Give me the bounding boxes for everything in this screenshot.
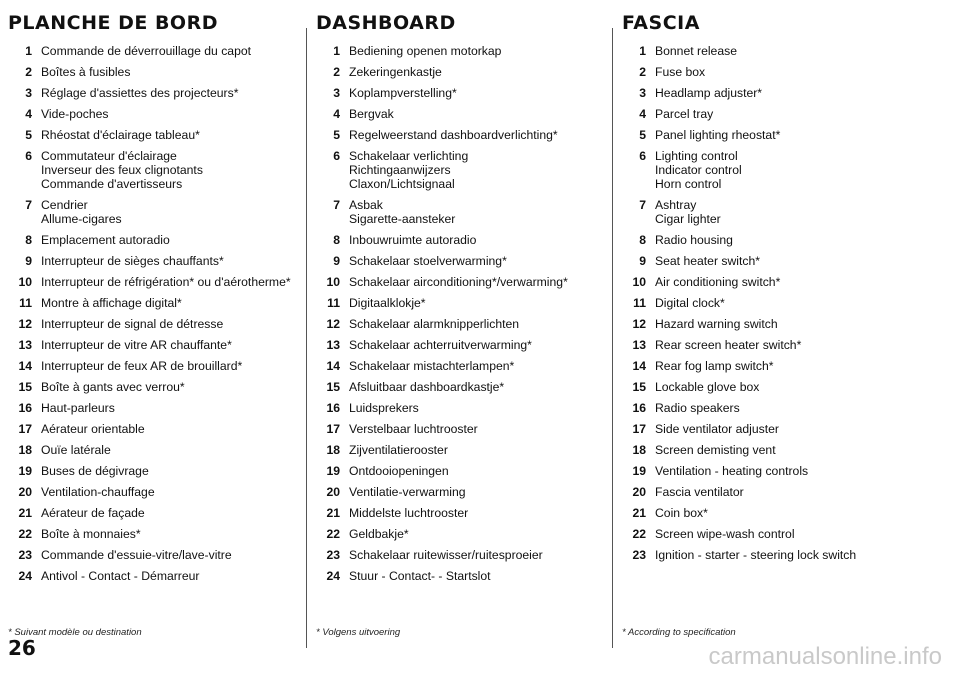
- list-item: [8, 317, 298, 331]
- item-list-dutch: [316, 44, 606, 583]
- column-divider: [306, 28, 307, 648]
- item-label: Radio speakers: [655, 401, 740, 415]
- item-number: 21: [632, 506, 646, 520]
- item-number: 16: [632, 401, 646, 415]
- item-label: Bonnet release: [655, 44, 737, 58]
- list-item: [8, 464, 298, 478]
- item-label: Schakelaar achterruitverwarming*: [349, 338, 532, 352]
- list-item: [8, 506, 298, 520]
- item-label: Koplampverstelling*: [349, 86, 457, 100]
- item-label: Réglage d'assiettes des projecteurs*: [41, 86, 239, 100]
- list-item: [8, 401, 298, 415]
- item-label: Lockable glove box: [655, 380, 760, 394]
- item-number: 23: [326, 548, 340, 562]
- item-list-english: [622, 44, 922, 562]
- list-item: [8, 198, 298, 226]
- item-number: 12: [326, 317, 340, 331]
- column-french: [8, 12, 298, 590]
- item-number: 13: [326, 338, 340, 352]
- item-list-french: [8, 44, 298, 583]
- section-title-english: FASCIA: [622, 12, 700, 34]
- list-item: [622, 107, 922, 121]
- item-number: 16: [326, 401, 340, 415]
- item-label: Ignition - starter - steering lock switch: [655, 548, 857, 562]
- list-item: [316, 548, 606, 562]
- list-item: [316, 317, 606, 331]
- item-label: Schakelaar ruitewisser/ruitesproeier: [349, 548, 543, 562]
- item-number: 21: [18, 506, 32, 520]
- item-label: Interrupteur de réfrigération* ou d'aérotherme*: [41, 275, 291, 289]
- list-item: [622, 149, 922, 191]
- list-item: [316, 401, 606, 415]
- list-item: [316, 198, 606, 226]
- item-number: 11: [327, 296, 340, 310]
- item-label: Boîte à gants avec verrou*: [41, 380, 185, 394]
- item-number: 23: [632, 548, 646, 562]
- item-number: 1: [639, 44, 646, 58]
- item-number: 10: [326, 275, 340, 289]
- item-number: 19: [632, 464, 646, 478]
- item-label: Stuur - Contact- - Startslot: [349, 569, 491, 583]
- list-item: [8, 275, 298, 289]
- item-number: 16: [18, 401, 32, 415]
- item-number: 20: [18, 485, 32, 499]
- list-item: [8, 149, 298, 191]
- item-label: Emplacement autoradio: [41, 233, 170, 247]
- item-label: Screen wipe-wash control: [655, 527, 795, 541]
- item-label: Haut-parleurs: [41, 401, 115, 415]
- list-item: [8, 485, 298, 499]
- item-label: Antivol - Contact - Démarreur: [41, 569, 200, 583]
- item-label: Commande d'essuie-vitre/lave-vitre: [41, 548, 232, 562]
- item-label: Vide-poches: [41, 107, 109, 121]
- list-item: [622, 380, 922, 394]
- list-item: [316, 149, 606, 191]
- item-label: Bediening openen motorkap: [349, 44, 502, 58]
- item-label: Panel lighting rheostat*: [655, 128, 781, 142]
- item-number: 9: [333, 254, 340, 268]
- item-number: 9: [639, 254, 646, 268]
- item-number: 6: [25, 149, 32, 163]
- item-label: Ontdooiopeningen: [349, 464, 449, 478]
- item-number: 23: [18, 548, 32, 562]
- list-item: [622, 86, 922, 100]
- list-item: [622, 275, 922, 289]
- item-number: 7: [333, 198, 340, 212]
- list-item: [316, 506, 606, 520]
- item-label: Aérateur de façade: [41, 506, 145, 520]
- footnote-french: * Suivant modèle ou destination: [8, 627, 142, 638]
- list-item: [8, 296, 298, 310]
- list-item: [8, 569, 298, 583]
- list-item: [622, 65, 922, 79]
- item-number: 18: [326, 443, 340, 457]
- list-item: [622, 422, 922, 436]
- list-item: [8, 233, 298, 247]
- item-label: Rear screen heater switch*: [655, 338, 802, 352]
- item-label: Lighting control Indicator control Horn control: [655, 149, 742, 191]
- item-label: Montre à affichage digital*: [41, 296, 182, 310]
- item-number: 14: [18, 359, 32, 373]
- item-label: Schakelaar alarmknipperlichten: [349, 317, 520, 331]
- item-label: Ventilation-chauffage: [41, 485, 155, 499]
- item-label: Commutateur d'éclairage Inverseur des feux clignotants Commande d'avertisseurs: [41, 149, 203, 191]
- item-number: 2: [25, 65, 32, 79]
- list-item: [8, 65, 298, 79]
- item-label: Interrupteur de sièges chauffants*: [41, 254, 224, 268]
- item-label: Commande de déverrouillage du capot: [41, 44, 252, 58]
- item-label: Schakelaar stoelverwarming*: [349, 254, 507, 268]
- item-label: Inbouwruimte autoradio: [349, 233, 477, 247]
- item-number: 10: [18, 275, 32, 289]
- item-number: 5: [25, 128, 32, 142]
- item-number: 4: [25, 107, 32, 121]
- list-item: [8, 44, 298, 58]
- item-number: 4: [333, 107, 340, 121]
- list-item: [622, 359, 922, 373]
- list-item: [8, 86, 298, 100]
- item-label: Air conditioning switch*: [655, 275, 781, 289]
- list-item: [622, 401, 922, 415]
- page-number: 26: [8, 636, 36, 660]
- list-item: [622, 548, 922, 562]
- list-item: [316, 86, 606, 100]
- list-item: [316, 44, 606, 58]
- item-label: Afsluitbaar dashboardkastje*: [349, 380, 505, 394]
- item-number: 19: [326, 464, 340, 478]
- item-label: Seat heater switch*: [655, 254, 761, 268]
- list-item: [316, 233, 606, 247]
- item-label: Schakelaar verlichting Richtingaanwijzers Claxon/Lichtsignaal: [349, 149, 469, 191]
- item-label: Verstelbaar luchtrooster: [349, 422, 478, 436]
- item-label: Schakelaar airconditioning*/verwarming*: [349, 275, 568, 289]
- item-label: Geldbakje*: [349, 527, 409, 541]
- list-item: [316, 569, 606, 583]
- item-number: 15: [326, 380, 340, 394]
- list-item: [622, 527, 922, 541]
- list-item: [622, 443, 922, 457]
- item-label: Boîtes à fusibles: [41, 65, 131, 79]
- item-number: 17: [326, 422, 340, 436]
- item-number: 14: [326, 359, 340, 373]
- item-number: 3: [333, 86, 340, 100]
- item-number: 10: [632, 275, 646, 289]
- item-number: 18: [18, 443, 32, 457]
- item-label: Asbak Sigarette-aansteker: [349, 198, 456, 226]
- item-number: 17: [632, 422, 646, 436]
- item-number: 22: [326, 527, 340, 541]
- item-number: 7: [25, 198, 32, 212]
- list-item: [622, 317, 922, 331]
- item-number: 6: [333, 149, 340, 163]
- list-item: [622, 233, 922, 247]
- list-item: [316, 359, 606, 373]
- list-item: [8, 359, 298, 373]
- list-item: [622, 464, 922, 478]
- item-number: 12: [632, 317, 646, 331]
- list-item: [622, 44, 922, 58]
- item-number: 21: [326, 506, 340, 520]
- list-item: [622, 296, 922, 310]
- item-label: Fuse box: [655, 65, 706, 79]
- list-item: [8, 443, 298, 457]
- item-label: Fascia ventilator: [655, 485, 744, 499]
- item-number: 19: [18, 464, 32, 478]
- item-number: 20: [632, 485, 646, 499]
- item-label: Ventilatie-verwarming: [349, 485, 466, 499]
- item-label: Cendrier Allume-cigares: [41, 198, 122, 226]
- item-label: Ouïe latérale: [41, 443, 111, 457]
- column-english: [622, 12, 922, 569]
- item-label: Headlamp adjuster*: [655, 86, 763, 100]
- list-item: [8, 107, 298, 121]
- item-label: Interrupteur de signal de détresse: [41, 317, 224, 331]
- item-number: 11: [19, 296, 32, 310]
- list-item: [316, 296, 606, 310]
- item-label: Schakelaar mistachterlampen*: [349, 359, 515, 373]
- item-label: Zekeringenkastje: [349, 65, 442, 79]
- column-dutch: [316, 12, 606, 590]
- item-label: Digitaalklokje*: [349, 296, 426, 310]
- item-number: 3: [25, 86, 32, 100]
- item-label: Side ventilator adjuster: [655, 422, 779, 436]
- list-item: [622, 254, 922, 268]
- list-item: [316, 443, 606, 457]
- item-number: 11: [633, 296, 646, 310]
- list-item: [316, 128, 606, 142]
- item-number: 3: [639, 86, 646, 100]
- section-title-dutch: DASHBOARD: [316, 12, 456, 34]
- item-number: 8: [25, 233, 32, 247]
- item-number: 15: [18, 380, 32, 394]
- item-label: Zijventilatierooster: [349, 443, 448, 457]
- item-number: 1: [333, 44, 340, 58]
- item-label: Radio housing: [655, 233, 733, 247]
- item-label: Regelweerstand dashboardverlichting*: [349, 128, 558, 142]
- item-number: 14: [632, 359, 646, 373]
- item-number: 12: [18, 317, 32, 331]
- item-label: Interrupteur de vitre AR chauffante*: [41, 338, 232, 352]
- list-item: [8, 128, 298, 142]
- item-label: Screen demisting vent: [655, 443, 776, 457]
- list-item: [622, 128, 922, 142]
- item-number: 22: [18, 527, 32, 541]
- watermark-text: carmanualsonline.info: [708, 643, 942, 670]
- list-item: [622, 485, 922, 499]
- list-item: [316, 527, 606, 541]
- footnote-dutch: * Volgens uitvoering: [316, 627, 401, 638]
- item-number: 17: [18, 422, 32, 436]
- item-label: Coin box*: [655, 506, 708, 520]
- list-item: [622, 506, 922, 520]
- list-item: [316, 275, 606, 289]
- item-label: Parcel tray: [655, 107, 714, 121]
- item-number: 5: [639, 128, 646, 142]
- item-number: 8: [333, 233, 340, 247]
- item-label: Hazard warning switch: [655, 317, 778, 331]
- item-number: 2: [333, 65, 340, 79]
- list-item: [8, 527, 298, 541]
- list-item: [8, 422, 298, 436]
- list-item: [8, 338, 298, 352]
- item-number: 15: [632, 380, 646, 394]
- item-label: Aérateur orientable: [41, 422, 145, 436]
- item-label: Ventilation - heating controls: [655, 464, 809, 478]
- item-number: 1: [25, 44, 32, 58]
- list-item: [316, 338, 606, 352]
- item-label: Luidsprekers: [349, 401, 419, 415]
- item-label: Boîte à monnaies*: [41, 527, 141, 541]
- item-number: 6: [639, 149, 646, 163]
- item-number: 24: [18, 569, 32, 583]
- item-number: 5: [333, 128, 340, 142]
- list-item: [316, 422, 606, 436]
- item-label: Buses de dégivrage: [41, 464, 149, 478]
- item-label: Digital clock*: [655, 296, 725, 310]
- list-item: [622, 338, 922, 352]
- column-divider: [612, 28, 613, 648]
- item-label: Rear fog lamp switch*: [655, 359, 774, 373]
- section-title-french: PLANCHE DE BORD: [8, 12, 218, 34]
- item-label: Bergvak: [349, 107, 394, 121]
- list-item: [316, 464, 606, 478]
- list-item: [8, 254, 298, 268]
- list-item: [8, 548, 298, 562]
- item-label: Middelste luchtrooster: [349, 506, 469, 520]
- item-number: 7: [639, 198, 646, 212]
- item-number: 18: [632, 443, 646, 457]
- item-number: 8: [639, 233, 646, 247]
- item-number: 22: [632, 527, 646, 541]
- item-number: 13: [18, 338, 32, 352]
- list-item: [316, 485, 606, 499]
- footnote-english: * According to specification: [622, 627, 736, 638]
- item-number: 20: [326, 485, 340, 499]
- list-item: [622, 198, 922, 226]
- item-number: 13: [632, 338, 646, 352]
- item-number: 24: [326, 569, 340, 583]
- list-item: [8, 380, 298, 394]
- list-item: [316, 107, 606, 121]
- item-label: Interrupteur de feux AR de brouillard*: [41, 359, 243, 373]
- item-label: Rhéostat d'éclairage tableau*: [41, 128, 200, 142]
- item-number: 9: [25, 254, 32, 268]
- list-item: [316, 65, 606, 79]
- list-item: [316, 254, 606, 268]
- list-item: [316, 380, 606, 394]
- item-number: 2: [639, 65, 646, 79]
- item-number: 4: [639, 107, 646, 121]
- item-label: Ashtray Cigar lighter: [655, 198, 721, 226]
